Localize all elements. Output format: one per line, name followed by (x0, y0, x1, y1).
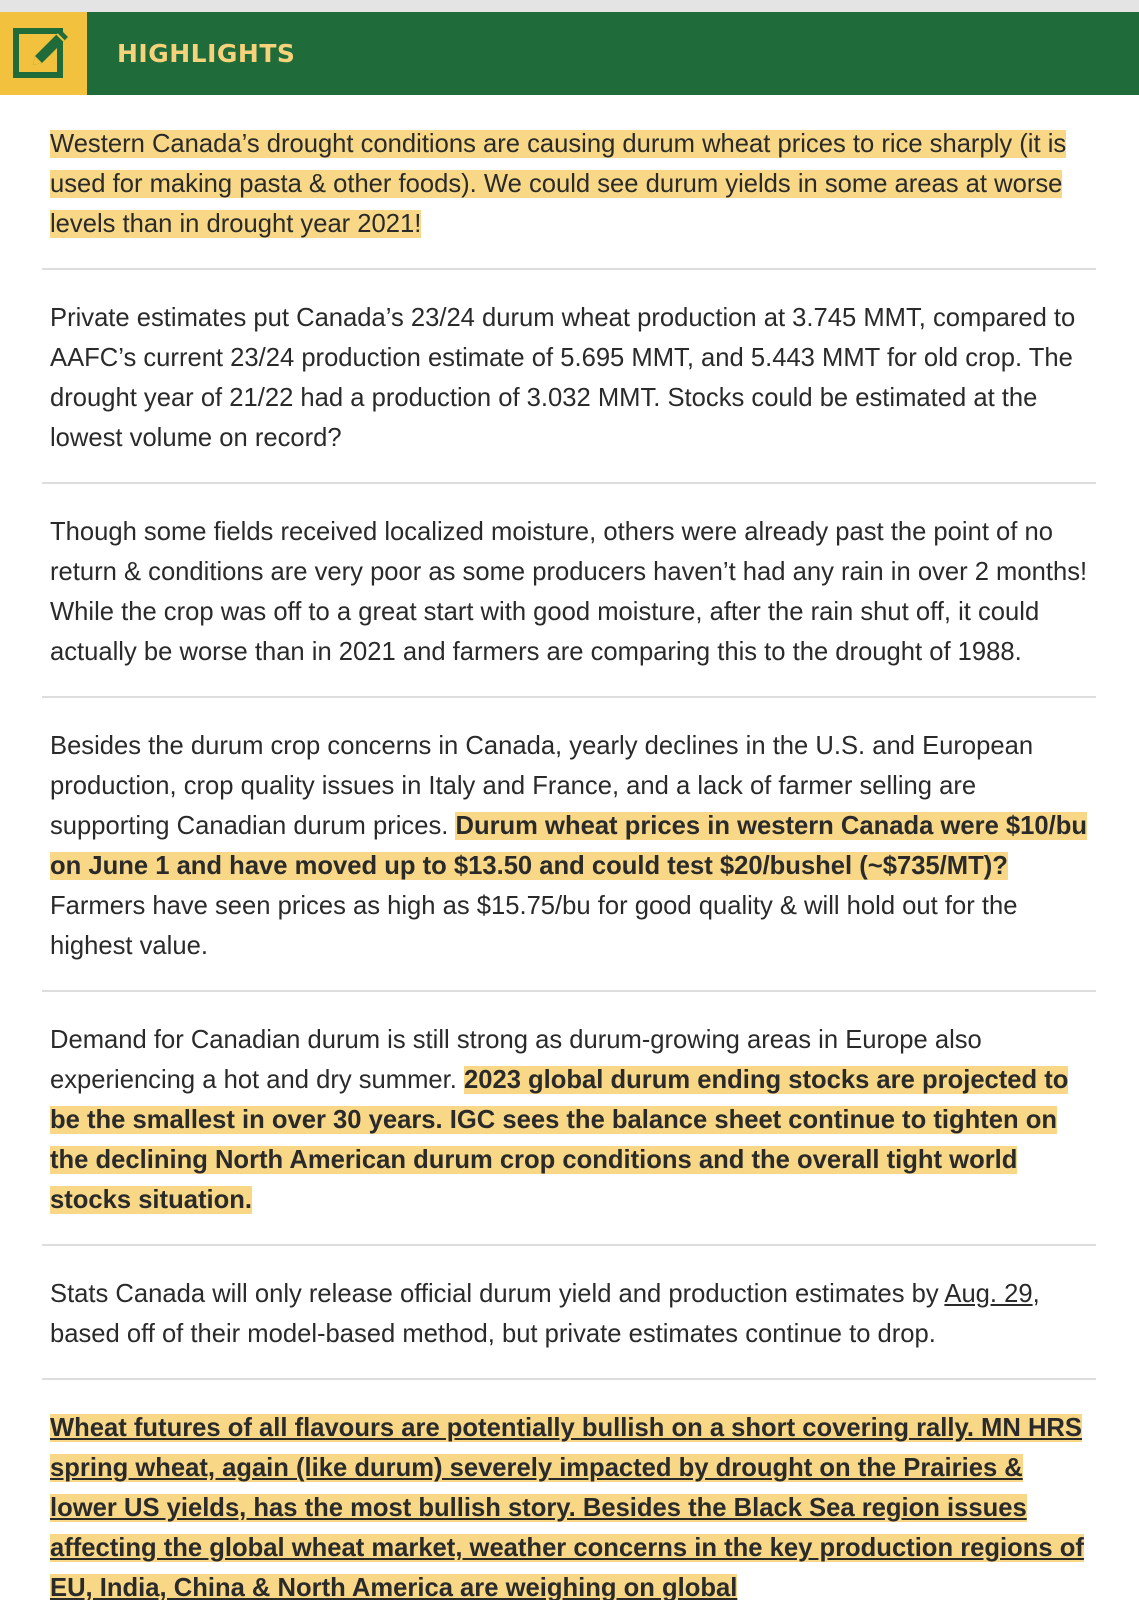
divider (42, 696, 1096, 698)
highlighted-bold-text: 2023 global durum ending stocks are projected to be the smallest in over 30 years. IGC sees the balance sheet continue to tighten on the declining North American durum crop conditions and the overall tight world stocks situation. (50, 1066, 1069, 1214)
header-title: HIGHLIGHTS (117, 39, 296, 68)
paragraph-stats-canada (42, 1274, 1096, 1354)
paragraph-text: Besides the durum crop concerns in Canada, yearly declines in the U.S. and European production, crop quality issues in Italy and France, and a lack of farmer selling are supporting Canadian durum prices. (50, 732, 1034, 840)
paragraph-durum-prices (42, 726, 1096, 966)
divider (42, 990, 1096, 992)
paragraph-text: Private estimates put Canada’s 23/24 durum wheat production at 3.745 MMT, compared to AAFC’s current 23/24 production estimate of 5.695 MMT, and 5.443 MMT for old crop. The drought year of 21/22 had a production of 3.032 MMT. Stocks could be estimated at the lowest volume on record? (50, 304, 1076, 452)
edit-note-icon (11, 21, 73, 83)
highlight-paragraph-drought (42, 124, 1096, 244)
paragraph-production-estimates (42, 298, 1096, 458)
paragraph-text: , based off of their model-based method, but private estimates continue to drop. (50, 1280, 1040, 1348)
paragraph-demand (42, 1020, 1096, 1220)
edit-note-icon-box (0, 12, 87, 95)
top-strip (0, 0, 1139, 12)
highlighted-text: Western Canada’s drought conditions are causing durum wheat prices to rice sharply (it is used for making pasta & other foods). We could see durum yields in some areas at worse levels than in drought year 2021! (50, 130, 1067, 238)
paragraph-text: Though some fields received localized moisture, others were already past the point of no return & conditions are very poor as some producers haven’t had any rain in over 2 months! While the crop was off to a great start with good moisture, after the rain shut off, it could actually be worse than in 2021 and farmers are comparing this to the drought of 1988. (50, 518, 1088, 666)
highlights-header (0, 12, 1139, 95)
divider (42, 1378, 1096, 1380)
divider (42, 1244, 1096, 1246)
paragraph-text: Farmers have seen prices as high as $15.75/bu for good quality & will hold out for the highest value. (50, 892, 1018, 960)
highlighted-bold-text: Durum wheat prices in western Canada were $10/bu on June 1 and have moved up to $13.50 and could test $20/bushel (~$735/MT)? (50, 812, 1087, 880)
divider (42, 482, 1096, 484)
paragraph-text: Demand for Canadian durum is still strong as durum-growing areas in Europe also experiencing a hot and dry summer. (50, 1026, 982, 1094)
paragraph-wheat-futures (42, 1408, 1096, 1600)
highlights-content (42, 124, 1096, 1600)
date-link[interactable]: Aug. 29 (944, 1280, 1033, 1308)
divider (42, 268, 1096, 270)
paragraph-text: Stats Canada will only release official durum yield and production estimates by (50, 1280, 945, 1308)
paragraph-field-conditions (42, 512, 1096, 672)
highlighted-bold-link-text[interactable]: Wheat futures of all flavours are potentially bullish on a short covering rally. MN HRS spring wheat, again (like durum) severely impacted by drought on the Prairies & lower US yields, has the most bullish story. Besides the Black Sea region issues affecting the global wheat market, weather concerns in the key production regions of EU, India, China & North America are weighing on global (50, 1414, 1084, 1600)
